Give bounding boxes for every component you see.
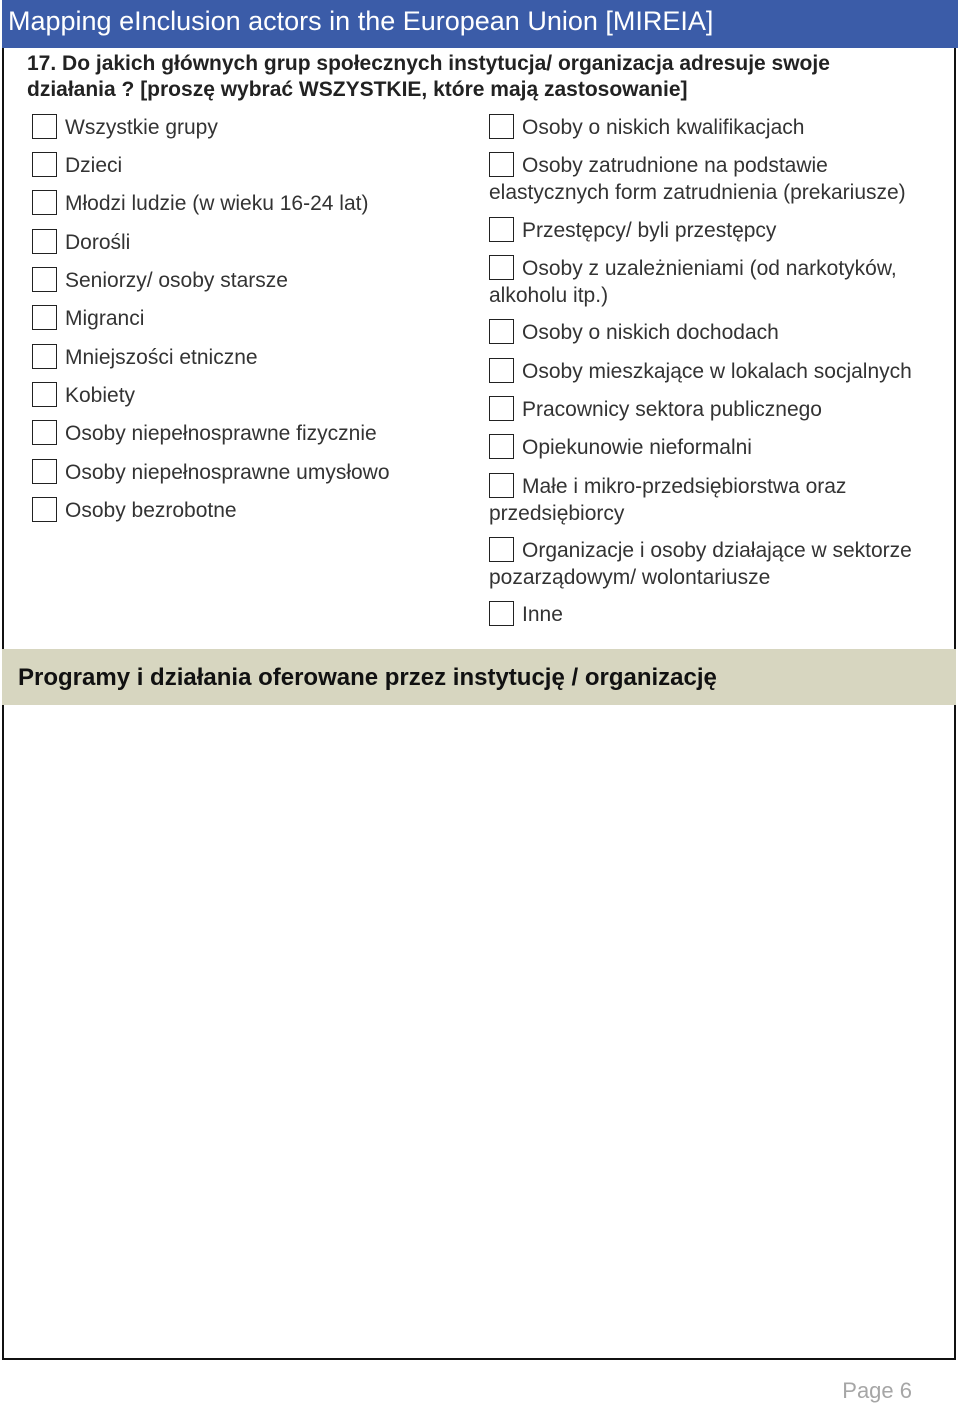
checkbox[interactable] xyxy=(32,190,57,215)
option-mlodzi-ludzie[interactable] xyxy=(32,190,368,217)
option-label: Osoby mieszkające w lokalach socjalnych xyxy=(522,360,912,383)
option-label: Osoby niepełnosprawne fizycznie xyxy=(65,422,377,445)
checkbox[interactable] xyxy=(489,255,514,280)
section-header xyxy=(2,649,956,705)
option-label: Migranci xyxy=(65,307,145,330)
option-mniejszosci-etniczne[interactable] xyxy=(32,344,258,371)
option-label: Osoby o niskich kwalifikacjach xyxy=(522,116,805,139)
option-label: Kobiety xyxy=(65,384,136,407)
option-uzaleznienia[interactable] xyxy=(489,255,929,309)
checkbox[interactable] xyxy=(32,344,57,369)
checkbox[interactable] xyxy=(489,473,514,498)
option-label: Organizacje i osoby działające w sektorze pozarządowym/ wolontariusze xyxy=(489,539,912,589)
option-sektor-pozarzadowy[interactable] xyxy=(489,537,929,591)
option-label: Osoby z uzależnieniami (od narkotyków, alkoholu itp.) xyxy=(489,257,897,307)
option-label: Osoby o niskich dochodach xyxy=(522,321,779,344)
option-label: Dorośli xyxy=(65,231,131,254)
option-label: Dzieci xyxy=(65,154,123,177)
checkbox[interactable] xyxy=(32,114,57,139)
option-label: Inne xyxy=(522,603,563,626)
option-label: Pracownicy sektora publicznego xyxy=(522,398,822,421)
page-title: Mapping eInclusion actors in the European Union [MIREIA] xyxy=(8,6,714,36)
page-number: Page 6 xyxy=(842,1378,912,1403)
option-niskie-kwalifikacje[interactable] xyxy=(489,114,929,141)
checkbox[interactable] xyxy=(489,358,514,383)
option-dzieci[interactable] xyxy=(32,152,122,179)
option-bezrobotne[interactable] xyxy=(32,497,237,524)
option-przestepcy[interactable] xyxy=(489,217,929,244)
option-label: Osoby bezrobotne xyxy=(65,499,237,522)
option-label: Seniorzy/ osoby starsze xyxy=(65,269,288,292)
checkbox[interactable] xyxy=(489,396,514,421)
option-label: Młodzi ludzie (w wieku 16-24 lat) xyxy=(65,192,369,215)
option-label: Przestępcy/ byli przestępcy xyxy=(522,219,777,242)
checkbox[interactable] xyxy=(32,229,57,254)
option-inne[interactable] xyxy=(489,601,929,628)
checkbox[interactable] xyxy=(32,305,57,330)
checkbox[interactable] xyxy=(32,459,57,484)
option-niskie-dochody[interactable] xyxy=(489,319,929,346)
option-niepelnosprawne-umyslowo[interactable] xyxy=(32,459,390,486)
checkbox[interactable] xyxy=(489,217,514,242)
option-opiekunowie[interactable] xyxy=(489,434,929,461)
option-kobiety[interactable] xyxy=(32,382,135,409)
option-sektor-publiczny[interactable] xyxy=(489,396,929,423)
checkbox[interactable] xyxy=(32,497,57,522)
option-dorosli[interactable] xyxy=(32,229,130,256)
option-label: Osoby zatrudnione na podstawie elastycznych form zatrudnienia (prekariusze) xyxy=(489,154,906,204)
option-seniorzy[interactable] xyxy=(32,267,288,294)
checkbox[interactable] xyxy=(32,267,57,292)
option-przedsiebiorcy[interactable] xyxy=(489,473,929,527)
checkbox[interactable] xyxy=(489,601,514,626)
option-niepelnosprawne-fizycznie[interactable] xyxy=(32,420,377,447)
section-title: Programy i działania oferowane przez instytucję / organizację xyxy=(18,664,717,691)
checkbox[interactable] xyxy=(32,382,57,407)
option-label: Opiekunowie nieformalni xyxy=(522,436,752,459)
option-label: Małe i mikro-przedsiębiorstwa oraz przedsiębiorcy xyxy=(489,475,847,525)
option-label: Wszystkie grupy xyxy=(65,116,218,139)
checkbox[interactable] xyxy=(489,152,514,177)
header-bar xyxy=(2,0,958,48)
option-lokale-socjalne[interactable] xyxy=(489,358,929,385)
checkbox[interactable] xyxy=(489,319,514,344)
checkbox[interactable] xyxy=(32,152,57,177)
question-text: 17. Do jakich głównych grup społecznych instytucja/ organizacja adresuje swoje działania ? [proszę wybrać WSZYSTKIE, które mają zastosowanie] xyxy=(27,52,830,101)
option-migranci[interactable] xyxy=(32,305,144,332)
option-wszystkie-grupy[interactable] xyxy=(32,114,218,141)
option-label: Osoby niepełnosprawne umysłowo xyxy=(65,461,390,484)
checkbox[interactable] xyxy=(489,434,514,459)
checkbox[interactable] xyxy=(32,420,57,445)
checkbox[interactable] xyxy=(489,114,514,139)
option-label: Mniejszości etniczne xyxy=(65,346,258,369)
checkbox[interactable] xyxy=(489,537,514,562)
option-prekariusze[interactable] xyxy=(489,152,929,206)
